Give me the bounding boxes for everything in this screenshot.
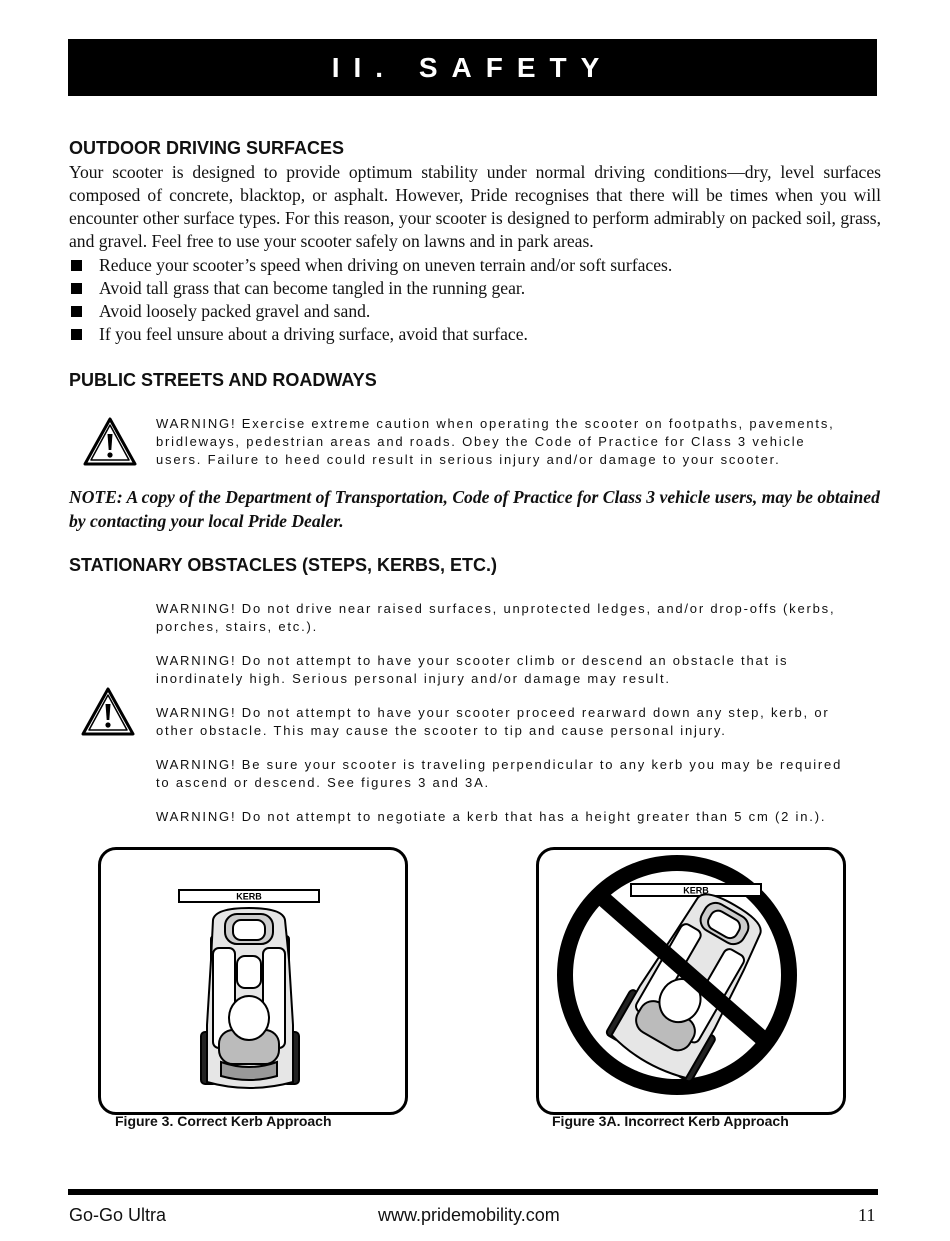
list-item: Avoid tall grass that can become tangled in the running gear. [69, 277, 881, 300]
page-number: 11 [858, 1205, 876, 1225]
list-item: Avoid loosely packed gravel and sand. [69, 300, 881, 323]
bullet-square-icon [71, 329, 82, 340]
list-item: Reduce your scooter’s speed when driving on uneven terrain and/or soft surfaces. [69, 254, 881, 277]
public-heading: PUBLIC STREETS AND ROADWAYS [69, 370, 377, 390]
footer-rule [68, 1189, 878, 1195]
warning-triangle-icon [82, 416, 138, 468]
figure-3-frame [98, 847, 408, 1115]
stationary-warning-2: WARNING! Do not attempt to have your scooter climb or descend an obstacle that is inordinately high. Serious personal injury and/or damage may result. [156, 653, 789, 686]
bullet-square-icon [71, 260, 82, 271]
outdoor-paragraph: Your scooter is designed to provide optimum stability under normal driving conditions—dry, level surfaces composed of concrete, blacktop, or asphalt. However, Pride recognises that there will be times when you will encounter other surface types. For this reason, your scooter is designed to perform admirably on packed soil, grass, and gravel. Feel free to use your scooter safely on lawns and in park areas. [69, 162, 881, 251]
figure-3a-frame [536, 847, 846, 1115]
outdoor-bullet-list [69, 254, 881, 346]
bullet-square-icon [71, 306, 82, 317]
stationary-warning-3: WARNING! Do not attempt to have your scooter proceed rearward down any step, kerb, or other obstacle. This may cause the scooter to tip and cause personal injury. [156, 705, 830, 738]
kerb-label: KERB [236, 891, 262, 902]
stationary-warning-4: WARNING! Be sure your scooter is traveling perpendicular to any kerb you may be required to ascend or descend. See figures 3 and 3A. [156, 757, 843, 790]
outdoor-heading: OUTDOOR DRIVING SURFACES [69, 138, 345, 158]
scooter-incorrect-approach-illustration [539, 850, 843, 1112]
kerb-label: KERB [683, 885, 709, 896]
section-banner: II. SAFETY [68, 39, 877, 96]
public-warning: WARNING! Exercise extreme caution when operating the scooter on footpaths, pavements, bridleways, pedestrian areas and roads. Obey the Code of Practice for Class 3 vehicle users. Failure to heed could result in serious injury and/or damage to your scooter. [156, 416, 835, 467]
footer-model: Go-Go Ultra [69, 1205, 167, 1225]
warning-triangle-icon [80, 686, 136, 738]
list-item: If you feel unsure about a driving surface, avoid that surface. [69, 323, 881, 346]
scooter-correct-approach-illustration [101, 850, 405, 1112]
stationary-heading: STATIONARY OBSTACLES (STEPS, KERBS, ETC.) [69, 555, 498, 575]
bullet-square-icon [71, 283, 82, 294]
note-text: NOTE: A copy of the Department of Transportation, Code of Practice for Class 3 vehicle users, may be obtained by contacting your local Pride Dealer. [69, 487, 880, 531]
figure-3-caption: Figure 3. Correct Kerb Approach [115, 1113, 332, 1129]
stationary-warning-1: WARNING! Do not drive near raised surfaces, unprotected ledges, and/or drop-offs (kerbs, porches, stairs, etc.). [156, 601, 836, 634]
figure-3a-caption: Figure 3A. Incorrect Kerb Approach [552, 1113, 789, 1129]
stationary-warning-5: WARNING! Do not attempt to negotiate a kerb that has a height greater than 5 cm (2 in.). [156, 809, 827, 824]
footer-url[interactable]: www.pridemobility.com [378, 1205, 560, 1225]
